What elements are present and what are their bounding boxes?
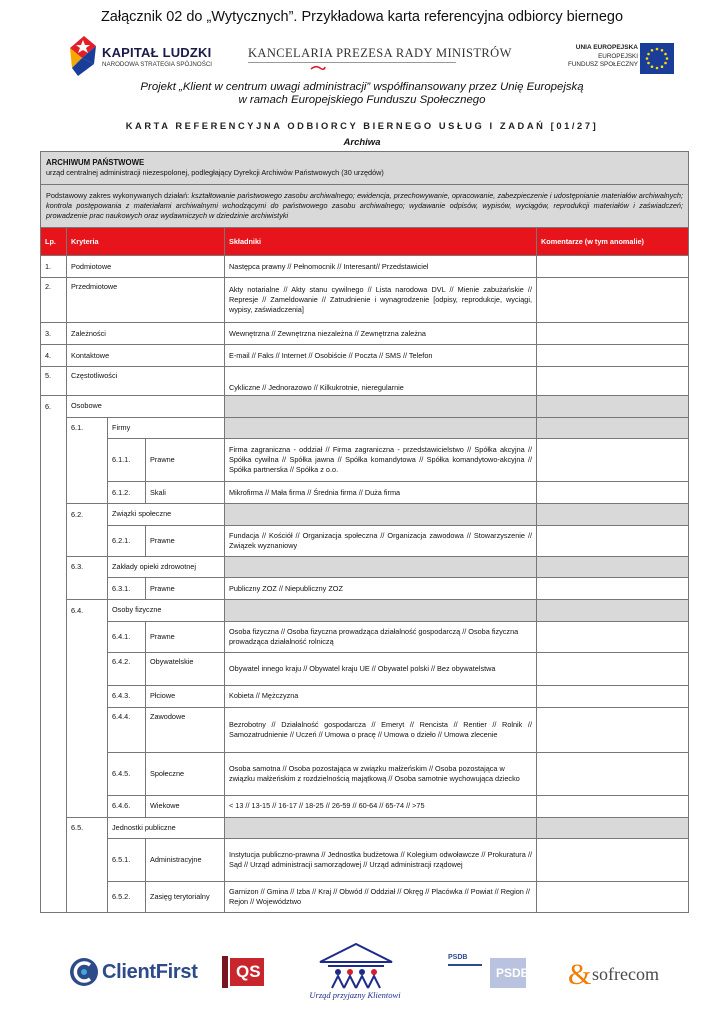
- row-indent: [41, 504, 67, 526]
- row-criterion: Osoby fizyczne: [108, 600, 225, 622]
- urzad-przyjazny-text: Urząd przyjazny Klientowi: [309, 990, 401, 1000]
- table-row: [41, 556, 689, 578]
- row-criterion: Prawne: [146, 578, 225, 600]
- org-description: urząd centralnej administracji niezespolonej, podległający Dyrekcji Archiwów Państwowych (30 urzędów): [46, 168, 384, 177]
- table-row: [41, 578, 689, 600]
- table-row: [41, 504, 689, 526]
- row-components: Bezrobotny // Działalność gospodarcza // Emeryt // Rencista // Rentier // Rolnik // Samozatrudnienie // Uczeń // Umowa o pracę // Umowa o dzieło // Umowa zlecenie: [225, 707, 537, 752]
- row-number: 6.1.2.: [108, 482, 146, 504]
- row-comment: [537, 345, 689, 367]
- clientfirst-logo: [68, 956, 198, 990]
- row-comment: [537, 600, 689, 622]
- row-indent: [41, 417, 67, 439]
- qs-text: QS: [236, 962, 261, 981]
- row-components: [225, 396, 537, 418]
- row-components: Obywatel innego kraju // Obywatel kraju UE // Obywatel polski // Bez obywatelstwa: [225, 652, 537, 685]
- row-comment: [537, 482, 689, 504]
- row-comment: [537, 556, 689, 578]
- row-components: Następca prawny // Pełnomocnik // Interesant// Przedstawiciel: [225, 256, 537, 278]
- table-row: [41, 652, 689, 685]
- table-row: [41, 417, 689, 439]
- row-number: 6.4.1.: [108, 621, 146, 652]
- table-row: [41, 817, 689, 839]
- table-row: [41, 752, 689, 795]
- col-header-lp: Lp.: [41, 228, 67, 256]
- row-number: 3.: [41, 323, 67, 345]
- row-criterion: Osobowe: [67, 396, 225, 418]
- row-criterion: Prawne: [146, 621, 225, 652]
- row-indent: [67, 439, 108, 482]
- org-tasks-prefix: Podstawowy zakres wykonywanych działań:: [46, 191, 192, 200]
- row-number: 4.: [41, 345, 67, 367]
- row-indent: [41, 578, 67, 600]
- row-components: Garnizon // Gmina // Izba // Kraj // Obwód // Oddział // Okręg // Placówka // Powiat // Region // Rejon // Województwo: [225, 882, 537, 913]
- row-number: 6.5.2.: [108, 882, 146, 913]
- table-row: [41, 439, 689, 482]
- row-indent: [41, 752, 67, 795]
- row-number: 6.4.2.: [108, 652, 146, 685]
- row-comment: [537, 323, 689, 345]
- row-components: Fundacja // Kościół // Organizacja społeczna // Organizacja zawodowa // Stowarzyszenie // Związek wyznaniowy: [225, 525, 537, 556]
- table-row: [41, 707, 689, 752]
- table-row: [41, 482, 689, 504]
- row-components: [225, 556, 537, 578]
- document-title: Załącznik 02 do „Wytycznych”. Przykładowa karta referencyjna odbiorcy biernego: [100, 9, 624, 25]
- row-components: Akty notarialne // Akty stanu cywilnego // Lista narodowa DVL // Mienie zabużańskie // Represje // Zameldowanie // Zatrudnienie i wynagrodzenie [odpisy, reprodukcje, wyciągi, wypisy, zaświadczenia]: [225, 278, 537, 323]
- row-criterion: Jednostki publiczne: [108, 817, 225, 839]
- table-row: [41, 345, 689, 367]
- row-components: Cykliczne // Jednorazowo // Kilkukrotnie, nieregularnie: [225, 367, 537, 396]
- row-number: 6.3.: [67, 556, 108, 578]
- kprm-divider: [248, 62, 456, 63]
- row-components: Publiczny ZOZ // Niepubliczny ZOZ: [225, 578, 537, 600]
- row-comment: [537, 707, 689, 752]
- row-indent: [41, 621, 67, 652]
- row-comment: [537, 439, 689, 482]
- row-criterion: Podmiotowe: [67, 256, 225, 278]
- reference-card-table: [40, 151, 689, 913]
- row-number: 6.4.3.: [108, 685, 146, 707]
- row-components: Osoba fizyczna // Osoba fizyczna prowadząca działalność gospodarczą // Osoba fizyczna prowadząca działalność rolniczą: [225, 621, 537, 652]
- table-row: [41, 600, 689, 622]
- row-number: 2.: [41, 278, 67, 323]
- clientfirst-text: ClientFirst: [102, 961, 198, 983]
- row-criterion: Zależności: [67, 323, 225, 345]
- row-number: 6.: [41, 396, 67, 418]
- table-row: [41, 278, 689, 323]
- clientfirst-emblem-icon: [68, 956, 100, 988]
- table-row: [41, 396, 689, 418]
- urzad-przyjazny-logo: [316, 942, 396, 990]
- project-line-1: Projekt „Klient w centrum uwagi administracji” współfinansowany przez Unię Europejską: [140, 81, 584, 93]
- row-indent: [67, 525, 108, 556]
- row-indent: [67, 707, 108, 752]
- row-criterion: Zasięg terytorialny: [146, 882, 225, 913]
- row-criterion: Prawne: [146, 525, 225, 556]
- row-components: [225, 417, 537, 439]
- row-indent: [41, 795, 67, 817]
- row-number: 6.4.6.: [108, 795, 146, 817]
- row-indent: [67, 685, 108, 707]
- row-comment: [537, 578, 689, 600]
- row-number: 1.: [41, 256, 67, 278]
- row-indent: [41, 600, 67, 622]
- table-row: [41, 685, 689, 707]
- row-indent: [67, 795, 108, 817]
- eu-line1: UNIA EUROPEJSKA: [575, 44, 638, 51]
- psdb-mark-text: PSDB: [496, 966, 530, 980]
- svg-text:&: &: [568, 958, 592, 988]
- row-number: 6.4.5.: [108, 752, 146, 795]
- row-indent: [67, 621, 108, 652]
- row-indent: [67, 578, 108, 600]
- footer-logos: [0, 940, 724, 1020]
- org-header-row: [41, 152, 689, 185]
- row-number: 6.2.1.: [108, 525, 146, 556]
- table-row: [41, 367, 689, 396]
- col-header-components: Składniki: [225, 228, 537, 256]
- row-indent: [67, 882, 108, 913]
- row-criterion: Zawodowe: [146, 707, 225, 752]
- org-tasks: kształtowanie państwowego zasobu archiwalnego; ewidencja, przechowywanie, opracowanie, zabezpieczenie i udostępnianie materiałów archiwalnych; kontrola postępowania z materiałami archiwalnymi wchodzącymi do państwowego zasobu archiwalnego; wydawanie odpisów, wypisów, wyciągów, reprodukcji materiałów i zaświadczeń; prowadzenie prac naukowych oraz wydawniczych w dziedzinie archiwistyki: [46, 191, 683, 220]
- row-number: 6.1.: [67, 417, 108, 439]
- column-header-row: [41, 228, 689, 256]
- card-title: KARTA REFERENCYJNA ODBIORCY BIERNEGO USŁUG I ZADAŃ [01/27]: [125, 121, 599, 131]
- row-criterion: Społeczne: [146, 752, 225, 795]
- table-row: [41, 882, 689, 913]
- row-comment: [537, 417, 689, 439]
- row-components: < 13 // 13-15 // 16-17 // 18-25 // 26-59 // 60-64 // 65-74 // >75: [225, 795, 537, 817]
- kapital-ludzki-sub: NARODOWA STRATEGIA SPÓJNOŚCI: [102, 61, 213, 68]
- row-criterion: Prawne: [146, 439, 225, 482]
- project-line-2: w ramach Europejskiego Funduszu Społecznego: [238, 94, 486, 106]
- row-comment: [537, 256, 689, 278]
- row-comment: [537, 504, 689, 526]
- row-indent: [41, 685, 67, 707]
- row-components: [225, 600, 537, 622]
- psdb-text: PSDB: [448, 954, 468, 961]
- row-indent: [67, 752, 108, 795]
- row-criterion: Obywatelskie: [146, 652, 225, 685]
- row-comment: [537, 685, 689, 707]
- col-header-comments: Komentarze (w tym anomalie): [537, 228, 689, 256]
- psdb-logo: [446, 952, 530, 992]
- kapital-ludzki-emblem-icon: [68, 34, 98, 78]
- row-criterion: Przedmiotowe: [67, 278, 225, 323]
- row-comment: [537, 278, 689, 323]
- row-comment: [537, 396, 689, 418]
- row-criterion: Wiekowe: [146, 795, 225, 817]
- org-tasks-row: [41, 185, 689, 228]
- table-row: [41, 256, 689, 278]
- row-indent: [67, 652, 108, 685]
- row-indent: [41, 839, 67, 882]
- row-comment: [537, 525, 689, 556]
- row-components: Kobieta // Mężczyzna: [225, 685, 537, 707]
- row-comment: [537, 752, 689, 795]
- row-components: [225, 504, 537, 526]
- row-criterion: Kontaktowe: [67, 345, 225, 367]
- eu-line3: FUNDUSZ SPOŁECZNY: [568, 61, 638, 68]
- row-criterion: Częstotliwości: [67, 367, 225, 396]
- sofrecom-text: sofrecom: [592, 964, 659, 984]
- col-header-criteria: Kryteria: [67, 228, 225, 256]
- row-components: Firma zagraniczna - oddział // Firma zagraniczna - przedstawicielstwo // Spółka akcyjna // Spółka cywilna // Spółka jawna // Spółka komandytowa // Spółka komandytowo-akcyjna // Spółka partnerska // Spółka z o.o.: [225, 439, 537, 482]
- qs-logo: [222, 956, 264, 988]
- eu-logo-text: [558, 44, 638, 70]
- kapital-ludzki-name: KAPITAŁ LUDZKI: [102, 45, 212, 60]
- row-comment: [537, 367, 689, 396]
- table-row: [41, 795, 689, 817]
- row-comment: [537, 621, 689, 652]
- row-criterion: Zakłady opieki zdrowotnej: [108, 556, 225, 578]
- row-components: Wewnętrzna // Zewnętrzna niezależna // Zewnętrzna zależna: [225, 323, 537, 345]
- row-number: 6.3.1.: [108, 578, 146, 600]
- table-row: [41, 839, 689, 882]
- row-comment: [537, 817, 689, 839]
- row-indent: [67, 839, 108, 882]
- row-comment: [537, 652, 689, 685]
- row-components: [225, 817, 537, 839]
- table-row: [41, 323, 689, 345]
- row-indent: [41, 882, 67, 913]
- row-components: Instytucja publiczno-prawna // Jednostka budżetowa // Kolegium odwoławcze // Prokuratura // Sąd // Urząd administracji samorządowej // Urząd administracji rządowej: [225, 839, 537, 882]
- row-criterion: Administracyjne: [146, 839, 225, 882]
- sofrecom-ampersand-icon: [568, 958, 594, 988]
- row-criterion: Skali: [146, 482, 225, 504]
- row-comment: [537, 882, 689, 913]
- kprm-flag-icon: [310, 64, 326, 72]
- row-indent: [41, 652, 67, 685]
- row-number: 5.: [41, 367, 67, 396]
- eu-line2: EUROPEJSKI: [598, 52, 638, 60]
- row-components: E-mail // Faks // Internet // Osobiście // Poczta // SMS // Telefon: [225, 345, 537, 367]
- row-indent: [41, 525, 67, 556]
- row-comment: [537, 795, 689, 817]
- row-indent: [41, 439, 67, 482]
- card-subtitle: Archiwa: [343, 137, 381, 148]
- sofrecom-logo: [568, 958, 659, 993]
- row-number: 6.5.1.: [108, 839, 146, 882]
- row-indent: [41, 482, 67, 504]
- org-name: ARCHIWUM PAŃSTWOWE: [46, 158, 145, 167]
- table-row: [41, 525, 689, 556]
- row-comment: [537, 839, 689, 882]
- row-criterion: Firmy: [108, 417, 225, 439]
- row-indent: [41, 556, 67, 578]
- kapital-ludzki-logo: [68, 34, 218, 80]
- urzad-przyjazny-emblem-icon: [316, 942, 396, 990]
- row-number: 6.1.1.: [108, 439, 146, 482]
- project-statement: [0, 81, 724, 107]
- row-indent: [41, 817, 67, 839]
- row-indent: [41, 707, 67, 752]
- row-criterion: Związki społeczne: [108, 504, 225, 526]
- row-number: 6.2.: [67, 504, 108, 526]
- table-row: [41, 621, 689, 652]
- row-components: Mikrofirma // Mała firma // Średnia firma // Duża firma: [225, 482, 537, 504]
- logo-header: [0, 34, 724, 80]
- row-criterion: Płciowe: [146, 685, 225, 707]
- row-indent: [67, 482, 108, 504]
- row-components: Osoba samotna // Osoba pozostająca w związku małżeńskim // Osoba pozostająca w związku małżeńskim z rozdzielnością majątkową // Osoba samotnie wychowująca dziecko: [225, 752, 537, 795]
- row-number: 6.5.: [67, 817, 108, 839]
- row-number: 6.4.: [67, 600, 108, 622]
- kprm-logo-text: KANCELARIA PREZESA RADY MINISTRÓW: [248, 46, 512, 60]
- eu-flag-icon: [640, 43, 674, 74]
- row-number: 6.4.4.: [108, 707, 146, 752]
